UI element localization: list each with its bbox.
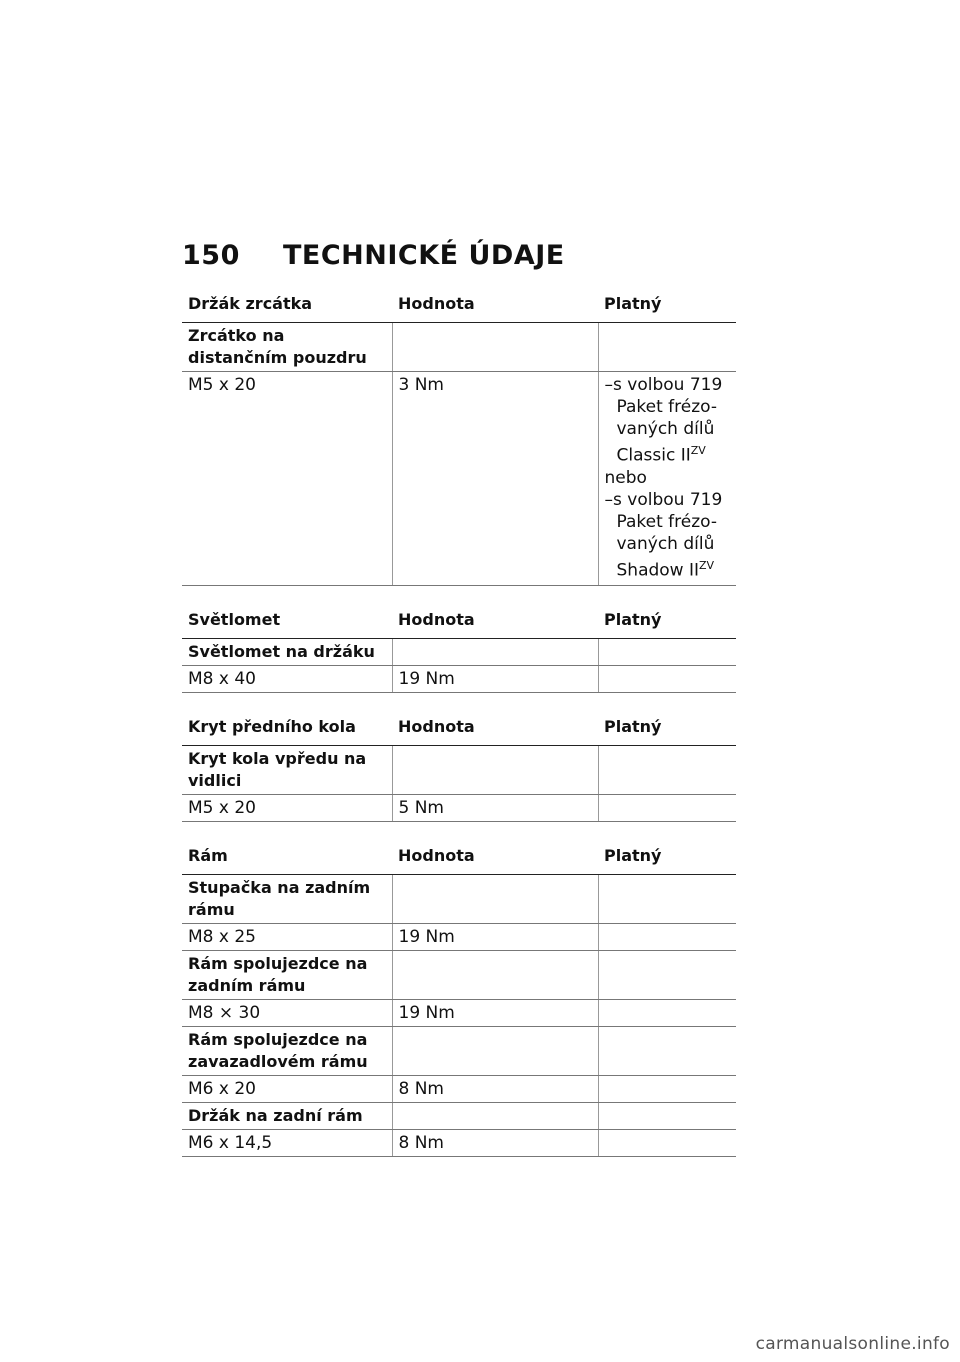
table-headlight [182,600,736,693]
valid-cell [598,951,736,1000]
valid-cell [598,323,736,372]
valid-cell [598,1103,736,1130]
page-header [182,240,565,271]
part-name: Zrcátko na distančním pouzdru [182,323,392,372]
column-header-part: Světlomet [182,600,392,639]
table-row [182,1130,736,1157]
bolt-size: M5 x 20 [182,372,392,586]
section-gap [182,586,736,600]
column-header-value: Hodnota [392,836,598,875]
part-name: Rám spolujezdce na zavazadlovém rámu [182,1027,392,1076]
option-line: Paket frézo- [616,511,718,532]
column-header-valid: Platný [598,707,736,746]
table-row [182,372,736,586]
section-gap [182,822,736,836]
table-header-row [182,707,736,746]
valid-cell [598,746,736,795]
page-number: 150 [182,240,240,271]
valid-cell [598,795,736,822]
option-name: Classic II [616,445,691,466]
bolt-size: M6 x 14,5 [182,1130,392,1157]
torque-value: 19 Nm [392,1000,598,1027]
value-cell [392,1103,598,1130]
table-row [182,875,736,924]
valid-cell [598,924,736,951]
valid-cell [598,639,736,666]
column-header-part: Rám [182,836,392,875]
valid-cell [598,1076,736,1103]
column-header-value: Hodnota [392,600,598,639]
table-row [182,323,736,372]
value-cell [392,639,598,666]
value-cell [392,875,598,924]
bolt-size: M8 × 30 [182,1000,392,1027]
valid-cell [598,1000,736,1027]
part-name: Světlomet na držáku [182,639,392,666]
column-header-valid: Platný [598,600,736,639]
valid-cell [598,1027,736,1076]
valid-cell [598,1130,736,1157]
table-row [182,1027,736,1076]
table-row [182,1076,736,1103]
table-frame [182,836,736,1157]
bolt-size: M8 x 40 [182,666,392,693]
table-row [182,795,736,822]
valid-notes [598,372,736,586]
table-row [182,1103,736,1130]
table-row [182,666,736,693]
option-or: nebo [604,467,647,488]
page-title: TECHNICKÉ ÚDAJE [283,240,565,271]
part-name: Kryt kola vpředu na vidlici [182,746,392,795]
value-cell [392,951,598,1000]
part-name: Stupačka na zadním rámu [182,875,392,924]
table-header-row [182,600,736,639]
bolt-size: M5 x 20 [182,795,392,822]
value-cell [392,323,598,372]
option-line [605,440,731,467]
bolt-size: M8 x 25 [182,924,392,951]
column-header-value: Hodnota [392,284,598,323]
table-header-row [182,836,736,875]
bolt-size: M6 x 20 [182,1076,392,1103]
value-cell [392,1027,598,1076]
table-mirror-holder [182,284,736,586]
table-header-row [182,284,736,323]
torque-value: 19 Nm [392,666,598,693]
table-row [182,639,736,666]
torque-value: 8 Nm [392,1130,598,1157]
section-gap [182,693,736,707]
column-header-value: Hodnota [392,707,598,746]
table-front-fender [182,707,736,822]
watermark: carmanualsonline.info [755,1334,950,1354]
table-row [182,746,736,795]
column-header-part: Kryt předního kola [182,707,392,746]
part-name: Rám spolujezdce na zadním rámu [182,951,392,1000]
torque-value: 8 Nm [392,1076,598,1103]
valid-cell [598,875,736,924]
option-name: Shadow II [616,560,700,581]
table-row [182,951,736,1000]
option-line: –s volbou 719 [604,375,723,395]
part-name: Držák na zadní rám [182,1103,392,1130]
option-marker: ZV [690,444,706,457]
option-marker: ZV [699,558,715,572]
option-line [605,555,731,582]
table-row [182,1000,736,1027]
option-line: Paket frézo- [616,397,718,417]
column-header-valid: Platný [598,284,736,323]
table-row [182,924,736,951]
option-line: vaných dílů [616,419,715,439]
option-line: –s volbou 719 [604,489,723,510]
spec-tables [182,284,736,1157]
torque-value: 5 Nm [392,795,598,822]
torque-value: 3 Nm [392,372,598,586]
option-line: vaných dílů [616,533,715,554]
column-header-valid: Platný [598,836,736,875]
valid-cell [598,666,736,693]
torque-value: 19 Nm [392,924,598,951]
value-cell [392,746,598,795]
column-header-part: Držák zrcátka [182,284,392,323]
